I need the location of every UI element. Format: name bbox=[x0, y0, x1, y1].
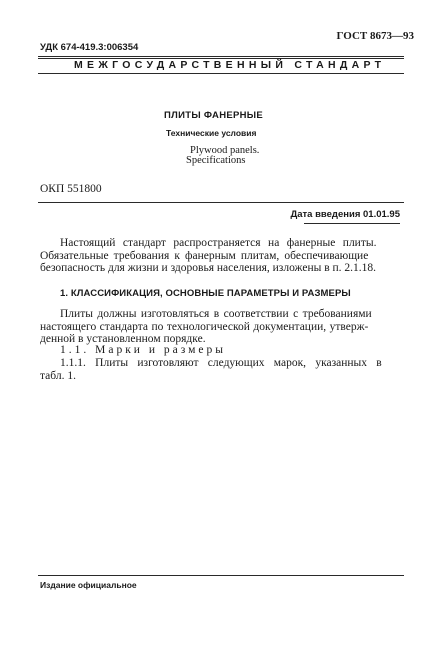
section-1-paragraph bbox=[40, 308, 402, 346]
okp-code: ОКП 551800 bbox=[40, 183, 102, 195]
subsection-1-1-1-line-2: табл. 1. bbox=[40, 369, 76, 382]
document-subtitle: Технические условия bbox=[166, 128, 257, 138]
top-rule-3 bbox=[38, 73, 404, 74]
udk-code: УДК 674-419.3:006354 bbox=[40, 42, 139, 53]
intro-line-1: Настоящий стандарт распространяется на фанерные плиты. bbox=[60, 237, 377, 249]
top-rule-1 bbox=[38, 56, 404, 57]
date-label: Дата введения bbox=[290, 209, 361, 220]
official-edition: Издание официальное bbox=[40, 580, 137, 590]
standard-type: МЕЖГОСУДАРСТВЕННЫЙ СТАНДАРТ bbox=[74, 59, 386, 71]
date-value: 01.01.95 bbox=[363, 209, 400, 220]
section-1-line-2: настоящего стандарта по технологической документации, утверж- bbox=[40, 320, 369, 333]
intro-paragraph bbox=[40, 237, 402, 275]
section-1-line-3: денной в установленном порядке. bbox=[40, 333, 206, 345]
title-english: Plywood panels. bbox=[190, 145, 260, 156]
section-1-line-1: Плиты должны изготовляться в соответствии с требованиями bbox=[60, 308, 372, 320]
gost-number: ГОСТ 8673—93 bbox=[336, 30, 414, 42]
footer-rule bbox=[38, 575, 404, 576]
document-title: ПЛИТЫ ФАНЕРНЫЕ bbox=[164, 110, 264, 121]
subsection-1-1-heading: 1.1. Марки и размеры bbox=[60, 344, 226, 356]
subsection-1-1-1-line-1: 1.1.1. Плиты изготовляют следующих марок, указанных в bbox=[60, 357, 382, 369]
section-1-heading: 1. КЛАССИФИКАЦИЯ, ОСНОВНЫЕ ПАРАМЕТРЫ И РАЗМЕРЫ bbox=[60, 288, 351, 299]
subtitle-english: Specifications bbox=[186, 155, 246, 166]
intro-line-3: безопасность для жизни и здоровья населения, изложены в п. 2.1.18. bbox=[40, 262, 377, 274]
okp-rule bbox=[38, 202, 404, 203]
date-underline bbox=[304, 223, 400, 224]
intro-line-2: Обязательные требования к фанерным плитам, обеспечивающие bbox=[40, 249, 369, 262]
subsection-1-1-1 bbox=[40, 357, 402, 382]
date-of-introduction bbox=[290, 209, 400, 220]
